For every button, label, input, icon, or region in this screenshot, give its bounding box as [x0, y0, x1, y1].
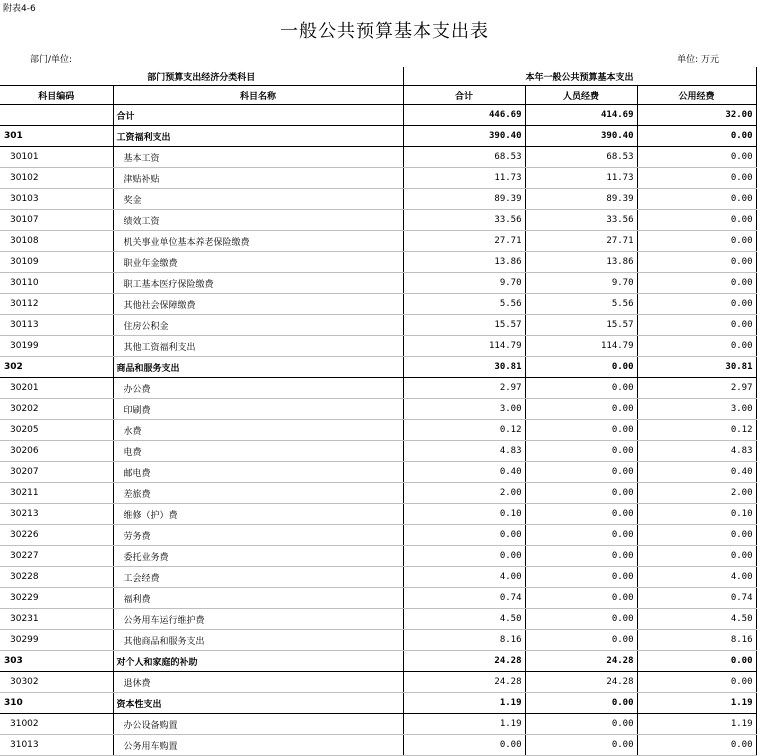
cell-code: 30101	[0, 147, 113, 168]
cell-total: 0.74	[403, 588, 525, 609]
cell-total: 24.28	[403, 672, 525, 693]
cell-personnel: 0.00	[525, 420, 637, 441]
cell-public: 0.00	[637, 651, 756, 672]
cell-public: 0.00	[637, 735, 756, 756]
cell-public: 8.16	[637, 630, 756, 651]
cell-personnel: 0.00	[525, 588, 637, 609]
cell-total: 4.00	[403, 567, 525, 588]
dept-label: 部门/单位:	[30, 55, 73, 65]
cell-personnel: 0.00	[525, 399, 637, 420]
cell-public: 0.00	[637, 252, 756, 273]
cell-public: 0.00	[637, 210, 756, 231]
header-personnel: 人员经费	[525, 86, 637, 105]
total-row	[0, 105, 756, 126]
cell-public: 0.00	[637, 294, 756, 315]
cell-public: 0.00	[637, 546, 756, 567]
cell-code: 30299	[0, 630, 113, 651]
cell-public: 0.40	[637, 462, 756, 483]
cell-public: 0.00	[637, 168, 756, 189]
cell-total: 27.71	[403, 231, 525, 252]
cell-public: 0.00	[637, 273, 756, 294]
cell-code: 30228	[0, 567, 113, 588]
cell-code: 31002	[0, 714, 113, 735]
table-row	[0, 567, 756, 588]
table-row	[0, 252, 756, 273]
cell-total: 2.97	[403, 378, 525, 399]
cell-total: 1.19	[403, 714, 525, 735]
cell-total: 13.86	[403, 252, 525, 273]
cell-personnel: 0.00	[525, 504, 637, 525]
cell-total: 15.57	[403, 315, 525, 336]
cell-public: 1.19	[637, 693, 756, 714]
cell-total: 2.00	[403, 483, 525, 504]
cell-total: 68.53	[403, 147, 525, 168]
cell-name: 维修（护）费	[113, 504, 403, 525]
cell-personnel: 24.28	[525, 651, 637, 672]
table-row	[0, 315, 756, 336]
total-public: 32.00	[637, 105, 756, 126]
table-row	[0, 525, 756, 546]
cell-personnel: 0.00	[525, 609, 637, 630]
cell-personnel: 33.56	[525, 210, 637, 231]
table-row	[0, 336, 756, 357]
cell-total: 24.28	[403, 651, 525, 672]
cell-name: 工会经费	[113, 567, 403, 588]
cell-public: 1.19	[637, 714, 756, 735]
cell-public: 0.10	[637, 504, 756, 525]
cell-personnel: 0.00	[525, 735, 637, 756]
cell-code: 30227	[0, 546, 113, 567]
cell-personnel: 114.79	[525, 336, 637, 357]
cell-name: 商品和服务支出	[113, 357, 403, 378]
cell-personnel: 24.28	[525, 672, 637, 693]
cell-code: 30102	[0, 168, 113, 189]
cell-total: 4.50	[403, 609, 525, 630]
cell-total: 0.00	[403, 546, 525, 567]
total-code	[0, 105, 113, 126]
table-row	[0, 483, 756, 504]
header-name: 科目名称	[113, 86, 403, 105]
cell-code: 310	[0, 693, 113, 714]
cell-code: 30213	[0, 504, 113, 525]
cell-name: 对个人和家庭的补助	[113, 651, 403, 672]
cell-code: 30211	[0, 483, 113, 504]
cell-code: 30110	[0, 273, 113, 294]
cell-personnel: 89.39	[525, 189, 637, 210]
cell-personnel: 0.00	[525, 546, 637, 567]
cell-name: 其他工资福利支出	[113, 336, 403, 357]
page-title: 一般公共预算基本支出表	[280, 21, 489, 42]
cell-code: 30199	[0, 336, 113, 357]
cell-personnel: 13.86	[525, 252, 637, 273]
cell-name: 办公设备购置	[113, 714, 403, 735]
table-row	[0, 378, 756, 399]
cell-public: 0.00	[637, 672, 756, 693]
cell-code: 30103	[0, 189, 113, 210]
cell-name: 电费	[113, 441, 403, 462]
cell-code: 30107	[0, 210, 113, 231]
table-row	[0, 504, 756, 525]
category-row	[0, 651, 756, 672]
cell-code: 30302	[0, 672, 113, 693]
header-group-row	[0, 67, 756, 86]
unit-label: 单位: 万元	[677, 55, 719, 65]
cell-total: 0.00	[403, 735, 525, 756]
cell-public: 3.00	[637, 399, 756, 420]
table-row	[0, 735, 756, 756]
header-left-group: 部门预算支出经济分类科目	[0, 67, 403, 86]
cell-total: 4.83	[403, 441, 525, 462]
table-row	[0, 546, 756, 567]
cell-personnel: 0.00	[525, 483, 637, 504]
cell-personnel: 0.00	[525, 525, 637, 546]
cell-public: 4.00	[637, 567, 756, 588]
table-row	[0, 273, 756, 294]
cell-public: 2.00	[637, 483, 756, 504]
cell-name: 办公费	[113, 378, 403, 399]
cell-name: 其他商品和服务支出	[113, 630, 403, 651]
cell-code: 30231	[0, 609, 113, 630]
cell-personnel: 0.00	[525, 630, 637, 651]
cell-personnel: 0.00	[525, 462, 637, 483]
cell-total: 0.12	[403, 420, 525, 441]
cell-public: 0.00	[637, 525, 756, 546]
cell-code: 30109	[0, 252, 113, 273]
cell-code: 30205	[0, 420, 113, 441]
header-code: 科目编码	[0, 86, 113, 105]
table-row	[0, 714, 756, 735]
cell-name: 绩效工资	[113, 210, 403, 231]
cell-personnel: 0.00	[525, 567, 637, 588]
table-row	[0, 399, 756, 420]
table-row	[0, 462, 756, 483]
cell-name: 劳务费	[113, 525, 403, 546]
cell-name: 住房公积金	[113, 315, 403, 336]
cell-name: 机关事业单位基本养老保险缴费	[113, 231, 403, 252]
cell-personnel: 0.00	[525, 378, 637, 399]
cell-code: 30202	[0, 399, 113, 420]
cell-code: 30113	[0, 315, 113, 336]
cell-personnel: 68.53	[525, 147, 637, 168]
table-row	[0, 672, 756, 693]
cell-personnel: 15.57	[525, 315, 637, 336]
cell-total: 0.10	[403, 504, 525, 525]
table-row	[0, 189, 756, 210]
cell-code: 30226	[0, 525, 113, 546]
cell-personnel: 27.71	[525, 231, 637, 252]
cell-personnel: 0.00	[525, 441, 637, 462]
cell-public: 4.83	[637, 441, 756, 462]
cell-code: 30112	[0, 294, 113, 315]
cell-public: 2.97	[637, 378, 756, 399]
cell-total: 0.00	[403, 525, 525, 546]
cell-public: 0.00	[637, 315, 756, 336]
cell-name: 印刷费	[113, 399, 403, 420]
header-total: 合计	[403, 86, 525, 105]
annex-label: 附表4-6	[3, 4, 36, 14]
table-row	[0, 588, 756, 609]
total-amount: 446.69	[403, 105, 525, 126]
header-column-row	[0, 86, 756, 105]
cell-code: 302	[0, 357, 113, 378]
cell-name: 公务用车运行维护费	[113, 609, 403, 630]
cell-personnel: 390.40	[525, 126, 637, 147]
cell-code: 30207	[0, 462, 113, 483]
cell-total: 3.00	[403, 399, 525, 420]
cell-name: 公务用车购置	[113, 735, 403, 756]
cell-name: 其他社会保障缴费	[113, 294, 403, 315]
cell-public: 0.00	[637, 189, 756, 210]
cell-code: 303	[0, 651, 113, 672]
cell-public: 30.81	[637, 357, 756, 378]
cell-public: 0.74	[637, 588, 756, 609]
cell-name: 委托业务费	[113, 546, 403, 567]
table-row	[0, 210, 756, 231]
total-name: 合计	[113, 105, 403, 126]
cell-total: 390.40	[403, 126, 525, 147]
cell-personnel: 11.73	[525, 168, 637, 189]
cell-personnel: 9.70	[525, 273, 637, 294]
cell-personnel: 5.56	[525, 294, 637, 315]
cell-total: 1.19	[403, 693, 525, 714]
cell-public: 0.12	[637, 420, 756, 441]
cell-code: 31013	[0, 735, 113, 756]
cell-total: 114.79	[403, 336, 525, 357]
table-row	[0, 420, 756, 441]
budget-table	[0, 67, 757, 756]
header-right-group: 本年一般公共预算基本支出	[403, 67, 756, 86]
cell-name: 福利费	[113, 588, 403, 609]
cell-total: 33.56	[403, 210, 525, 231]
cell-name: 职工基本医疗保险缴费	[113, 273, 403, 294]
cell-public: 0.00	[637, 147, 756, 168]
total-personnel: 414.69	[525, 105, 637, 126]
table-row	[0, 294, 756, 315]
cell-name: 资本性支出	[113, 693, 403, 714]
cell-total: 8.16	[403, 630, 525, 651]
cell-personnel: 0.00	[525, 693, 637, 714]
cell-code: 30229	[0, 588, 113, 609]
cell-code: 30201	[0, 378, 113, 399]
cell-total: 89.39	[403, 189, 525, 210]
category-row	[0, 693, 756, 714]
cell-code: 30108	[0, 231, 113, 252]
cell-code: 30206	[0, 441, 113, 462]
table-row	[0, 168, 756, 189]
cell-total: 30.81	[403, 357, 525, 378]
table-row	[0, 609, 756, 630]
category-row	[0, 126, 756, 147]
cell-name: 基本工资	[113, 147, 403, 168]
table-row	[0, 231, 756, 252]
cell-public: 4.50	[637, 609, 756, 630]
cell-public: 0.00	[637, 336, 756, 357]
cell-name: 差旅费	[113, 483, 403, 504]
category-row	[0, 357, 756, 378]
cell-personnel: 0.00	[525, 714, 637, 735]
table-row	[0, 147, 756, 168]
cell-total: 0.40	[403, 462, 525, 483]
header-public: 公用经费	[637, 86, 756, 105]
cell-code: 301	[0, 126, 113, 147]
cell-name: 职业年金缴费	[113, 252, 403, 273]
cell-name: 邮电费	[113, 462, 403, 483]
cell-personnel: 0.00	[525, 357, 637, 378]
cell-total: 5.56	[403, 294, 525, 315]
cell-name: 津贴补贴	[113, 168, 403, 189]
cell-public: 0.00	[637, 231, 756, 252]
table-row	[0, 441, 756, 462]
cell-total: 9.70	[403, 273, 525, 294]
table-row	[0, 630, 756, 651]
cell-name: 奖金	[113, 189, 403, 210]
cell-name: 水费	[113, 420, 403, 441]
cell-name: 工资福利支出	[113, 126, 403, 147]
cell-total: 11.73	[403, 168, 525, 189]
cell-name: 退休费	[113, 672, 403, 693]
cell-public: 0.00	[637, 126, 756, 147]
